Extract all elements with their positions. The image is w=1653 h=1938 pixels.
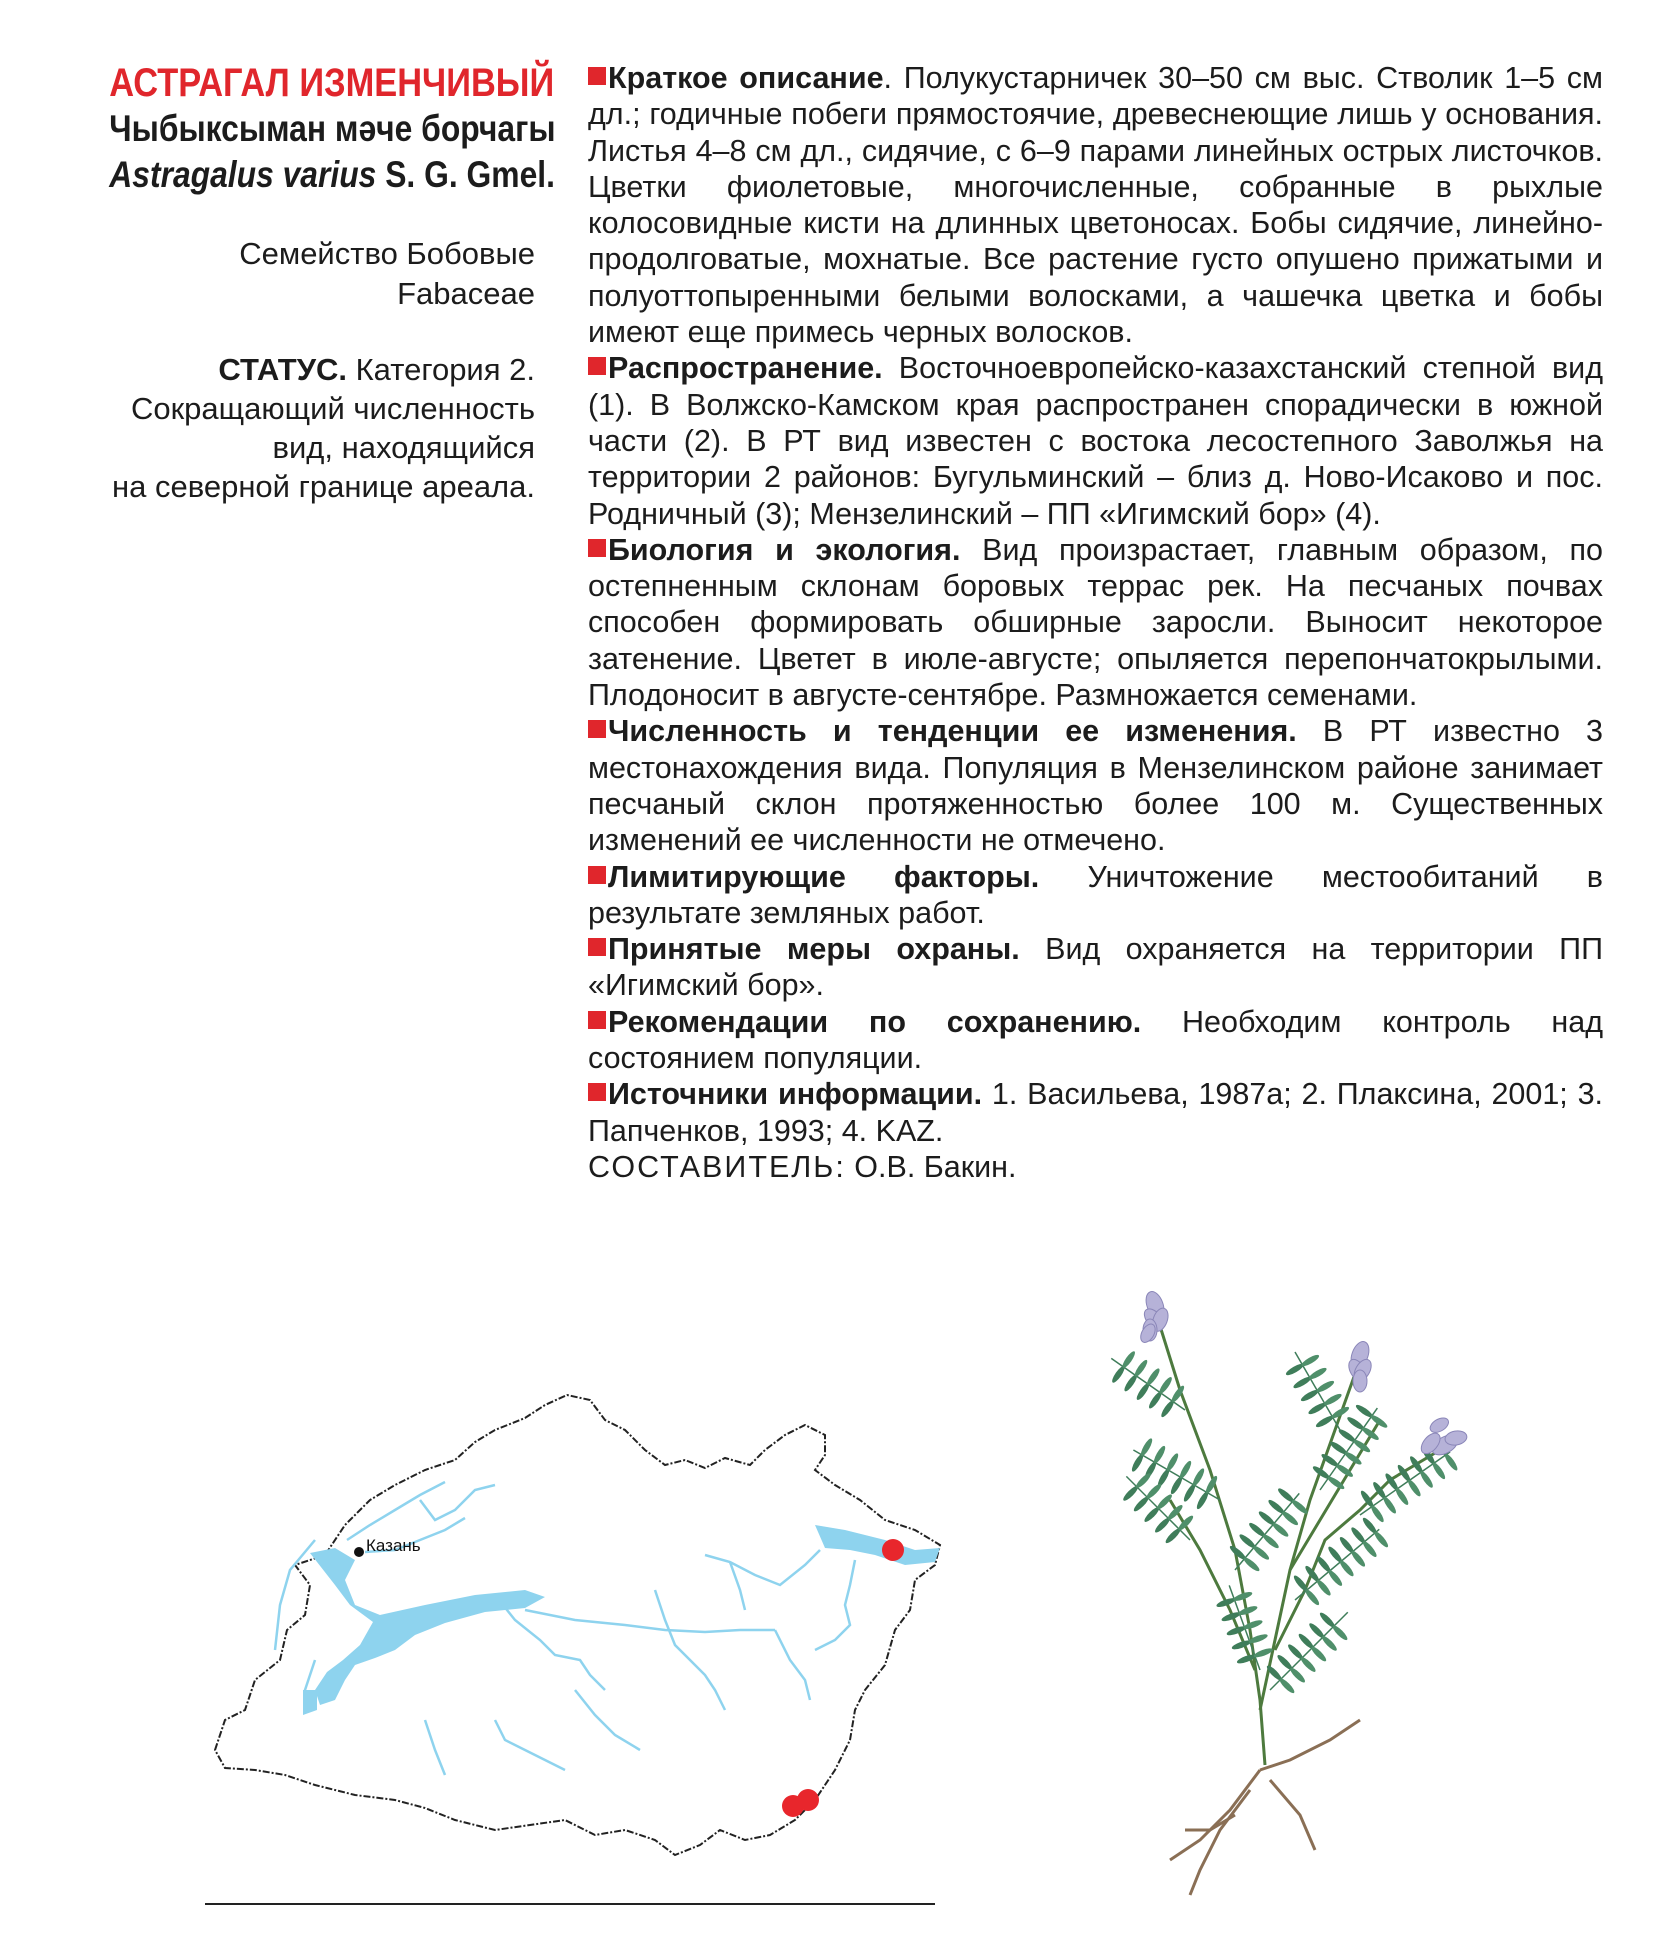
section-abundance <box>588 713 1603 858</box>
kazan-city-marker <box>354 1547 364 1557</box>
stems <box>1155 1310 1440 1765</box>
nizhnekamsk-reservoir <box>815 1525 940 1565</box>
status-line-4: на северной границе ареала. <box>112 469 535 504</box>
species-description <box>588 60 1603 1185</box>
section-title: Распространение. <box>608 351 883 386</box>
species-title-latin <box>109 152 555 198</box>
occurrence-point-menzelinsk <box>882 1539 904 1561</box>
map-baseline-rule <box>205 1903 935 1905</box>
kazan-city-label: Казань <box>366 1536 421 1555</box>
family-latin: Fabaceae <box>397 276 535 311</box>
kuybyshev-reservoir <box>310 1548 545 1705</box>
section-title: Численность и тенденции ее изменения. <box>608 714 1297 749</box>
section-text: . Полукустарничек 30–50 см выс. Стволик 1–5 см дл.; годичные побеги прямостоячие, древеснеющие лишь у основания. Листья 4–8 см дл., сидячие, с 6–9 парами линейных острых листочков. Цветки фиолетовые, многочисленные, собранные в рыхлые колосовидные кисти на длинных цветоносах. Бобы сидячие, линейно-продолговатые, мохнатые. Все растение густо опушено прижатыми и полуоттопыренными белыми волосками, а чашечка цветка и бобы имеют еще примесь черных волосков. <box>588 61 1603 350</box>
section-protection <box>588 931 1603 1004</box>
section-limiting-factors <box>588 859 1603 932</box>
section-title: Лимитирующие факторы. <box>608 859 1040 894</box>
section-marker-icon <box>588 357 606 375</box>
status-category: Категория 2. <box>347 352 535 387</box>
section-marker-icon <box>588 938 606 956</box>
section-title: Биология и экология. <box>608 532 961 567</box>
section-text: Вид произрастает, главным образом, по остепненным склонам боровых террас рек. На песчаных почвах способен формировать обширные заросли. Выносит некоторое затенение. Цветет в июле-августе; опыляется перепончатокрылыми. Плодоносит в августе-сентябре. Размножается семенами. <box>588 532 1603 713</box>
plant-illustration <box>1060 1270 1530 1910</box>
species-title-tatar: Чыбыксыман мәче борчагы <box>109 108 556 149</box>
section-title: Принятые меры охраны. <box>608 932 1020 967</box>
section-text: 1. Васильева, 1987а; 2. Плаксина, 2001; 3. Папченков, 1993; 4. KAZ. <box>588 1077 1603 1148</box>
rivers <box>275 1482 855 1775</box>
section-text: Необходим контроль над состоянием популяции. <box>588 1004 1604 1076</box>
flower-spikes <box>1138 1289 1468 1459</box>
section-text: Восточноевропейско-казахстанский степной вид (1). В Волжско-Камском края распространен спорадически в южной части (2). В РТ вид известен с востока лесостепного Заволжья на территории 2 районов: Бугульминский – близ д. Ново-Исаково и пос. Родничный (3); Мензелинский – ПП «Игимский бор» (4). <box>588 351 1603 531</box>
section-recommendations <box>588 1004 1603 1077</box>
leaves <box>1100 1343 1461 1704</box>
species-title-russian: АСТРАГАЛ ИЗМЕНЧИВЫЙ <box>109 61 555 105</box>
status-line-2: Сокращающий численность <box>130 391 535 426</box>
section-sources <box>588 1076 1603 1149</box>
family-block <box>40 234 535 314</box>
status-block <box>40 350 535 506</box>
latin-binomial: Astragalus varius <box>109 154 377 195</box>
species-header <box>40 60 556 506</box>
region-boundary <box>215 1395 940 1855</box>
section-text: Уничтожение местообитаний в результате земляных работ. <box>588 859 1604 930</box>
section-title: Рекомендации по сохранению. <box>608 1004 1142 1039</box>
section-marker-icon <box>588 67 606 85</box>
section-biology <box>588 532 1603 713</box>
compiler-line <box>588 1149 1603 1185</box>
status-label: СТАТУС. <box>218 352 347 387</box>
distribution-map <box>195 1390 945 1910</box>
section-title: Краткое описание <box>608 61 884 95</box>
section-text: В РТ известно 3 местонахождения вида. Популяция в Мензелинском районе занимает песчаный склон протяженностью более 100 м. Существенных изменений ее численности не отмечено. <box>588 714 1603 858</box>
section-marker-icon <box>588 866 606 884</box>
latin-author: S. G. Gmel. <box>376 154 555 195</box>
occurrence-point-bugulma-2 <box>797 1789 819 1811</box>
section-marker-icon <box>588 539 606 557</box>
compiler-label: СОСТАВИТЕЛЬ: <box>588 1149 846 1184</box>
family-russian: Семейство Бобовые <box>239 236 535 271</box>
section-marker-icon <box>588 1011 606 1029</box>
section-distribution <box>588 350 1603 531</box>
status-line-3: вид, находящийся <box>272 430 535 465</box>
section-title: Источники информации. <box>608 1077 983 1112</box>
compiler-name: О.В. Бакин. <box>845 1149 1017 1184</box>
section-marker-icon <box>588 1083 606 1101</box>
section-text: Вид охраняется на территории ПП «Игимский бор». <box>588 932 1603 1003</box>
section-description <box>588 60 1603 350</box>
section-marker-icon <box>588 720 606 738</box>
